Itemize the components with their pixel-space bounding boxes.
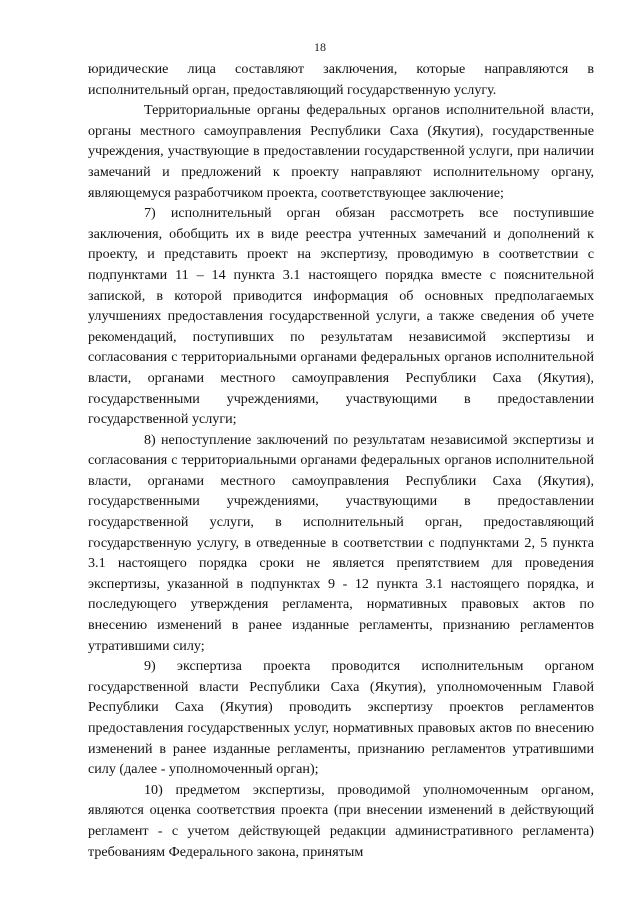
paragraph-item-7: 7) исполнительный орган обязан рассмотреть все поступившие заключения, обобщить их в виде реестра учтенных замечаний и дополнений к проекту, и представить проект на экспертизу, проводимую в соответствии с подпунктами 11 – 14 пункта 3.1 настоящего порядка вместе с пояснительной запиской, в которой приводится информация об основных предполагаемых улучшениях предоставления государственной услуги, а также сведения об учете рекомендаций, поступивших по результатам независимой экспертизы и согласования с территориальными органами федеральных органов исполнительной власти, органами местного самоуправления Республики Саха (Якутия), государственными учреждениями, участвующими в предоставлении государственной услуги; — [88, 205, 594, 428]
paragraph-item-8: 8) непоступление заключений по результатам независимой экспертизы и согласования с территориальными органами федеральных органов исполнительной власти, органами местного самоуправления Республики Саха (Якутия), государственными учреждениями, участвующими в предоставлении государственной услуги, в исполнительный орган, предоставляющий государственную услугу, в отведенные в соответствии с подпунктами 2, 5 пункта 3.1 настоящего порядка сроки не является препятствием для проведения экспертизы, указанной в подпунктах 9 - 12 пункта 3.1 настоящего порядка, и последующего утверждения регламента, нормативных правовых актов по внесению изменений в ранее изданные регламенты, признанию регламентов утратившими силу; — [88, 431, 594, 654]
page-number: 18 — [314, 40, 326, 54]
paragraph-item-10: 10) предметом экспертизы, проводимой уполномоченным органом, являются оценка соответствия проекта (при внесении изменений в действующий регламент - с учетом действующей редакции административного регламента) требованиям Федерального закона, принятым — [88, 781, 594, 860]
paragraph-territorial-bodies: Территориальные органы федеральных органов исполнительной власти, органы местного самоуправления Республики Саха (Якутия), государственные учреждения, участвующие в предоставлении государственной услуги, при наличии замечаний и предложений к проекту направляют исполнительному органу, являющемуся разработчиком проекта, соответствующее заключение; — [88, 102, 594, 201]
paragraph-item-9: 9) экспертиза проекта проводится исполнительным органом государственной власти Республики Саха (Якутия), уполномоченным Главой Республики Саха (Якутия) проводить экспертизу проектов регламентов предоставления государственных услуг, нормативных правовых актов по внесению изменений в ранее изданные регламенты, признанию регламентов утратившими силу (далее - уполномоченный орган); — [88, 658, 594, 778]
paragraph-continuation: юридические лица составляют заключения, которые направляются в исполнительный орган, предоставляющий государственную услугу. — [88, 61, 594, 98]
document-body — [88, 59, 594, 862]
